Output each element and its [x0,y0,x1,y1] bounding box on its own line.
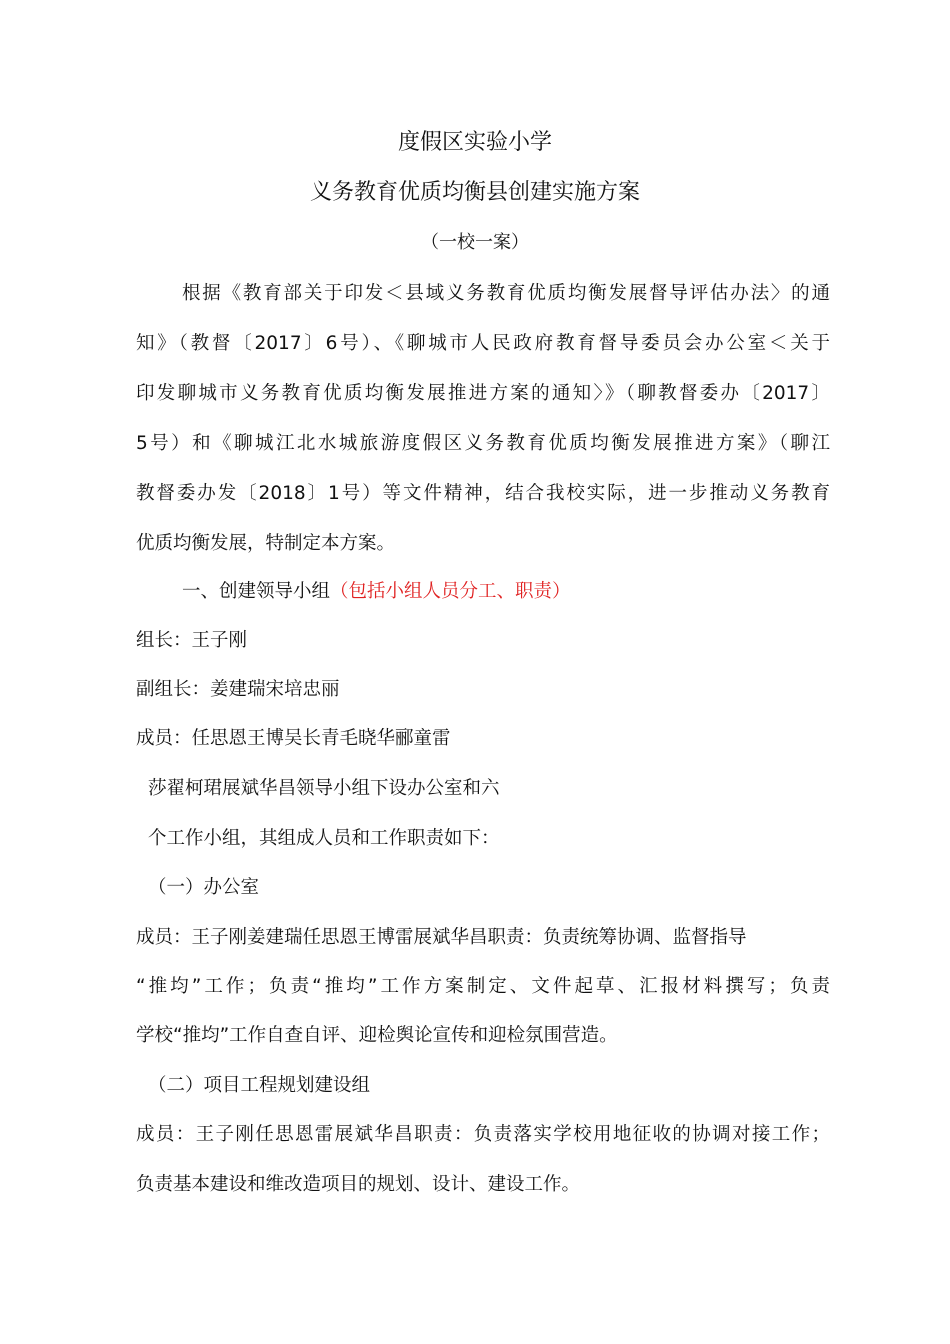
office-heading: （一）办公室 [148,877,260,898]
document-subtitle: （一校一案） [421,232,529,253]
leader-line: 组长：王子刚 [136,630,248,651]
section1-heading-row [182,579,571,605]
intro-line-6: 优质均衡发展，特制定本方案。 [136,533,396,554]
members-line: 成员：任思恩王博吴长青毛晓华郦童雷 [136,728,451,749]
office-text-line-2: “推均”工作；负责“推均”工作方案制定、文件起草、汇报材料撰写；负责 [136,976,830,997]
project-heading: （二）项目工程规划建设组 [148,1075,371,1096]
intro-line-4: 5号）和《聊城江北水城旅游度假区义务教育优质均衡发展推进方案》（聊江 [136,433,830,454]
document-title-line1: 度假区实验小学 [397,130,552,155]
office-text-line-1: 成员：王子刚姜建瑞任思恩王博雷展斌华昌职责：负责统筹协调、监督指导 [136,927,747,948]
project-text-line-2: 负责基本建设和维改造项目的规划、设计、建设工作。 [136,1174,581,1195]
document-title-line2: 义务教育优质均衡县创建实施方案 [309,180,640,205]
members-continuation-2: 个工作小组，其组成人员和工作职责如下： [148,828,500,849]
intro-line-1: 根据《教育部关于印发＜县域义务教育优质均衡发展督导评估办法〉的通 [182,283,830,304]
office-text-line-3: 学校“推均”工作自查自评、迎检舆论宣传和迎检氛围营造。 [136,1025,618,1046]
intro-line-2: 知》（教督〔2017〕6号）、《聊城市人民政府教育督导委员会办公室＜关于 [136,333,830,354]
deputy-leader-line: 副组长：姜建瑞宋培忠丽 [136,679,340,700]
intro-line-5: 教督委办发〔2018〕1号）等文件精神，结合我校实际，进一步推动义务教育 [136,483,830,504]
intro-line-3: 印发聊城市义务教育优质均衡发展推进方案的通知〉》（聊教督委办〔2017〕 [136,383,830,404]
section1-heading: 一、创建领导小组 [182,581,331,602]
section1-note: （包括小组人员分工、职责） [330,581,571,602]
project-text-line-1: 成员：王子刚任思恩雷展斌华昌职责：负责落实学校用地征收的协调对接工作； [136,1124,830,1145]
members-continuation-1: 莎翟柯珺展斌华昌领导小组下设办公室和六 [148,778,500,799]
